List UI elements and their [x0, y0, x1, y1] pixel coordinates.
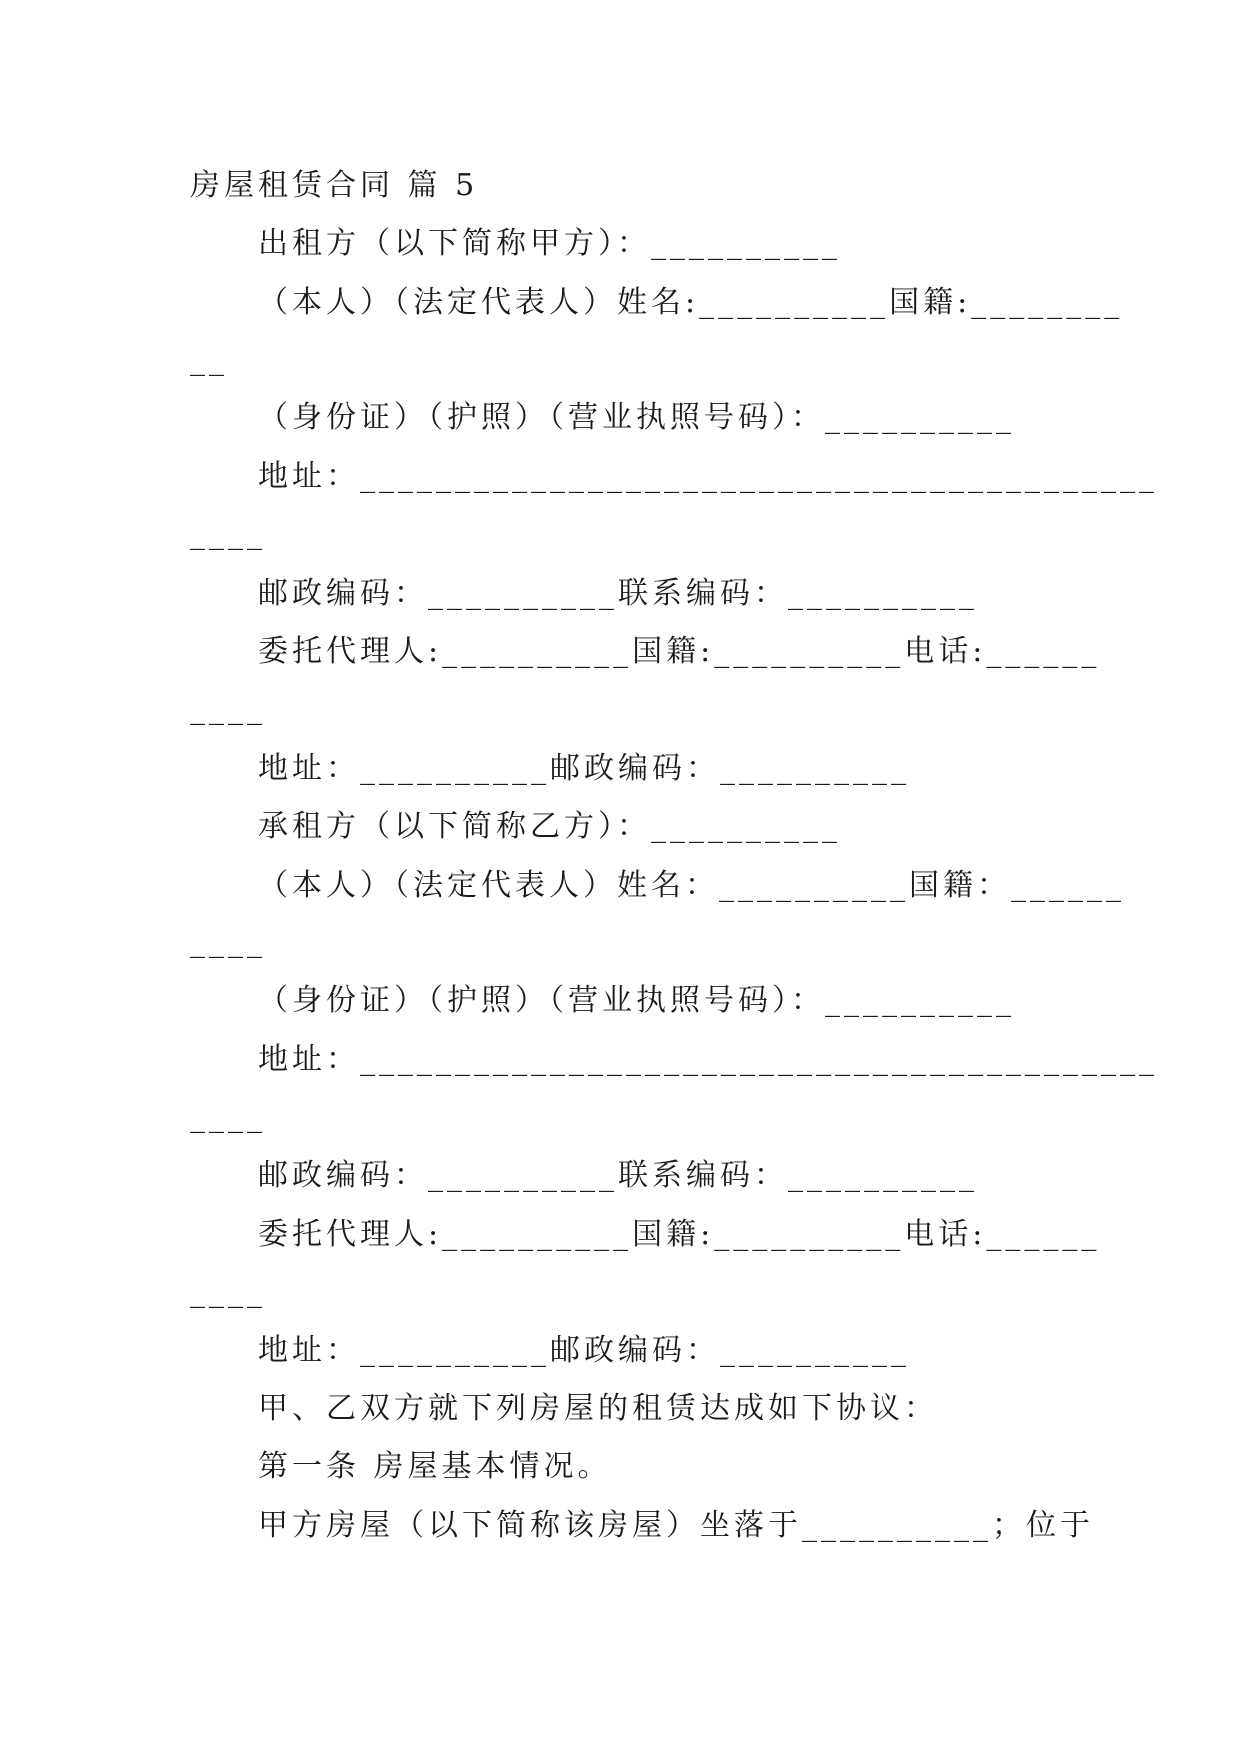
- lessee-address-continuation: ____: [190, 1099, 266, 1134]
- lessor-nationality-continuation: __: [190, 342, 228, 377]
- lessor-agent-address-line: 地址：__________邮政编码：__________: [258, 751, 910, 786]
- lessee-nationality-continuation: ____: [190, 924, 266, 959]
- lessor-agent-continuation: ____: [190, 691, 266, 726]
- lessee-name-nationality-line: （本人）（法定代表人）姓名：__________国籍：______: [258, 868, 1125, 903]
- lessor-name-nationality-line: （本人）（法定代表人）姓名:__________国籍:________: [258, 285, 1124, 320]
- agreement-intro: 甲、乙双方就下列房屋的租赁达成如下协议：: [258, 1391, 938, 1426]
- lessee-address-line: 地址：__________________________________________: [258, 1042, 1158, 1077]
- lessor-postcode-contact-line: 邮政编码：__________联系编码：__________: [258, 576, 978, 611]
- lessor-address-continuation: ____: [190, 516, 266, 551]
- lessor-id-line: （身份证）（护照）（营业执照号码）：__________: [258, 400, 1015, 435]
- lessee-agent-continuation: ____: [190, 1274, 266, 1309]
- lessee-label-line: 承租方（以下简称乙方）：__________: [258, 809, 841, 844]
- document-title: 房屋租赁合同 篇 5: [190, 168, 479, 203]
- lessor-agent-line: 委托代理人:__________国籍:__________电话:______: [258, 634, 1101, 669]
- article-one-heading: 第一条 房屋基本情况。: [258, 1449, 612, 1484]
- lessee-agent-line: 委托代理人:__________国籍:__________电话:______: [258, 1217, 1101, 1252]
- house-location-line: 甲方房屋（以下简称该房屋）坐落于__________；位于: [258, 1508, 1094, 1543]
- lessor-address-line: 地址：__________________________________________: [258, 459, 1158, 494]
- lessee-agent-address-line: 地址：__________邮政编码：__________: [258, 1333, 910, 1368]
- lessee-id-line: （身份证）（护照）（营业执照号码）：__________: [258, 983, 1015, 1018]
- lessee-postcode-contact-line: 邮政编码：__________联系编码：__________: [258, 1158, 978, 1193]
- lessor-label-line: 出租方（以下简称甲方）：__________: [258, 226, 841, 261]
